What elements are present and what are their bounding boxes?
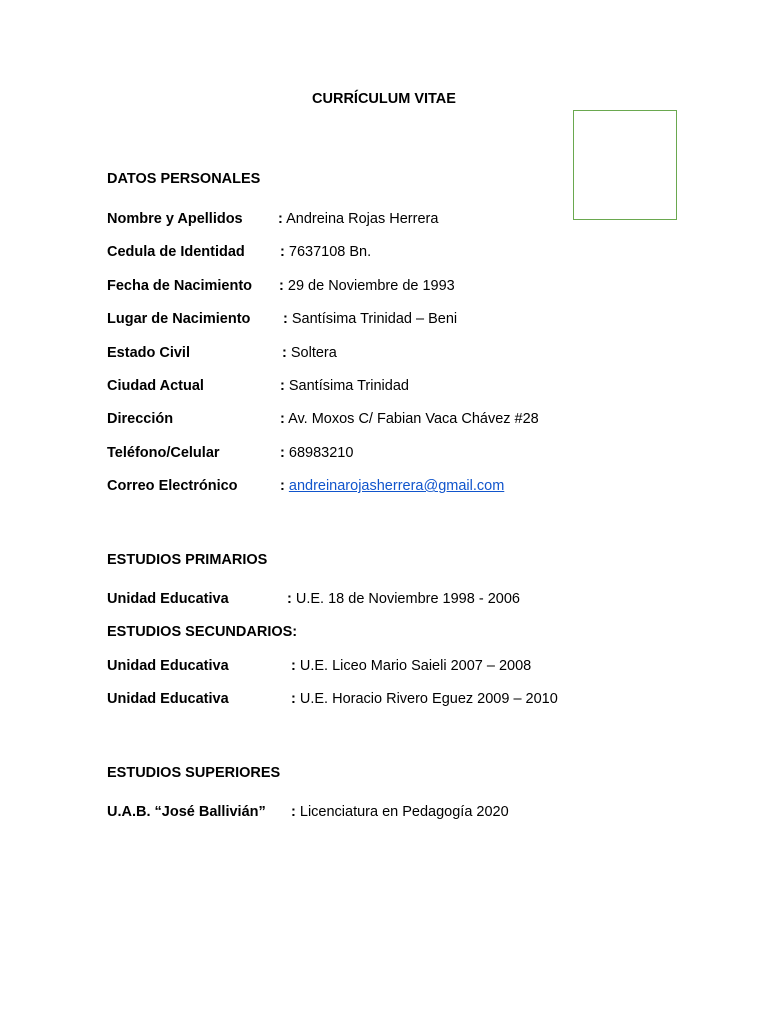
section-heading-higher: ESTUDIOS SUPERIORES — [107, 765, 281, 781]
field-label: Correo Electrónico — [107, 478, 238, 494]
field-value: Santísima Trinidad – Beni — [291, 311, 458, 327]
field-label: U.A.B. “José Ballivián” — [107, 804, 266, 820]
page-title: CURRÍCULUM VITAE — [312, 91, 456, 107]
field-colon: : — [280, 378, 285, 394]
field-colon: : — [279, 278, 284, 294]
field-row-secondary-school-1 — [107, 658, 728, 678]
section-heading-personal: DATOS PERSONALES — [107, 171, 261, 187]
field-row-id — [107, 244, 728, 264]
field-row-address — [107, 411, 728, 431]
field-colon: : — [287, 591, 292, 607]
field-label: Nombre y Apellidos — [107, 211, 243, 227]
field-colon: : — [280, 244, 285, 260]
section-heading-primary: ESTUDIOS PRIMARIOS — [107, 552, 268, 568]
field-row-birthdate — [107, 278, 728, 298]
field-row-email — [107, 478, 728, 498]
section-heading-secondary: ESTUDIOS SECUNDARIOS: — [107, 624, 298, 640]
field-colon: : — [280, 445, 285, 461]
field-colon: : — [280, 478, 285, 494]
field-value: Licenciatura en Pedagogía 2020 — [299, 804, 509, 820]
field-label: Lugar de Nacimiento — [107, 311, 251, 327]
field-colon: : — [291, 691, 296, 707]
field-colon: : — [283, 311, 288, 327]
field-row-primary-school — [107, 591, 728, 611]
field-colon: : — [278, 211, 283, 227]
field-value: 68983210 — [288, 445, 354, 461]
field-colon: : — [291, 804, 296, 820]
field-row-university — [107, 804, 728, 824]
field-row-phone — [107, 445, 728, 465]
field-label: Unidad Educativa — [107, 658, 229, 674]
field-row-civil-status — [107, 345, 728, 365]
email-link[interactable]: andreinarojasherrera@gmail.com — [288, 478, 505, 494]
field-row-secondary-school-2 — [107, 691, 728, 711]
field-value: Santísima Trinidad — [288, 378, 409, 394]
field-colon: : — [282, 345, 287, 361]
field-value: U.E. Liceo Mario Saieli 2007 – 2008 — [299, 658, 532, 674]
field-value: 29 de Noviembre de 1993 — [287, 278, 455, 294]
field-colon: : — [280, 411, 285, 427]
field-value: Andreina Rojas Herrera — [286, 211, 439, 227]
field-label: Teléfono/Celular — [107, 445, 220, 461]
field-row-birthplace — [107, 311, 728, 331]
field-row-name — [107, 211, 728, 231]
field-value: Soltera — [290, 345, 337, 361]
field-label: Dirección — [107, 411, 174, 427]
photo-placeholder — [573, 110, 677, 220]
field-colon: : — [291, 658, 296, 674]
field-label: Unidad Educativa — [107, 591, 229, 607]
field-label: Unidad Educativa — [107, 691, 229, 707]
field-label: Cedula de Identidad — [107, 244, 245, 260]
field-value: Av. Moxos C/ Fabian Vaca Chávez #28 — [288, 411, 539, 427]
field-label: Estado Civil — [107, 345, 190, 361]
field-label: Ciudad Actual — [107, 378, 204, 394]
field-value: U.E. Horacio Rivero Eguez 2009 – 2010 — [299, 691, 558, 707]
field-label: Fecha de Nacimiento — [107, 278, 253, 294]
field-value: 7637108 Bn. — [288, 244, 372, 260]
field-value: U.E. 18 de Noviembre 1998 - 2006 — [295, 591, 520, 607]
field-row-city — [107, 378, 728, 398]
